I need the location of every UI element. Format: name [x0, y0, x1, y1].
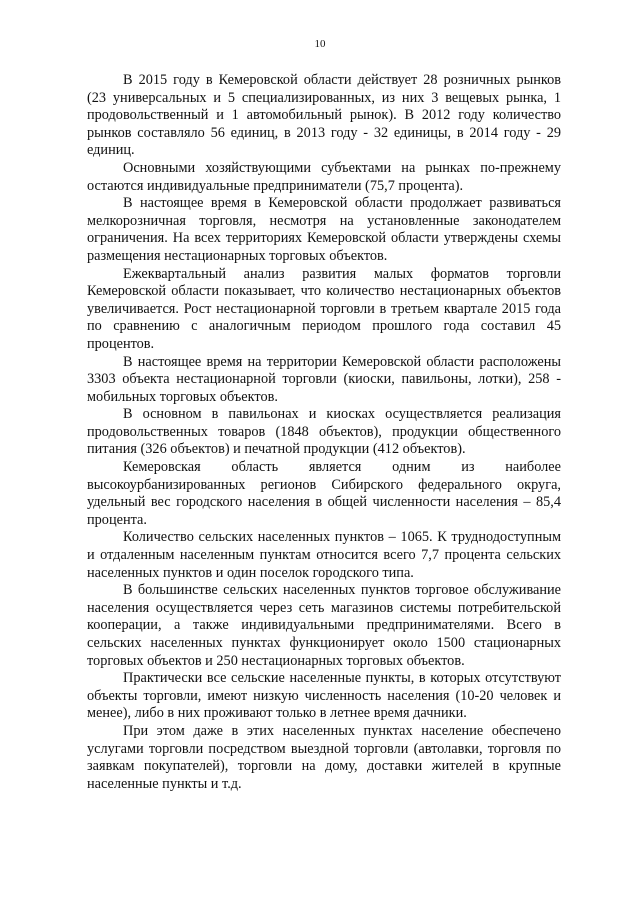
- paragraph-pavilions-kiosks: В основном в павильонах и киосках осуществляется реализация продовольственных товаров (1848 объектов), продукции общественного питания (326 объектов) и печатной продукции (412 объектов).: [87, 406, 561, 458]
- paragraph-quarterly-analysis: Ежеквартальный анализ развития малых форматов торговли Кемеровской области показывает, что количество нестационарных объектов увеличивается. Рост нестационарной торговли в третьем квартале 2015 года по сравнению с аналогичным периодом прошлого года составил 45 процентов.: [87, 265, 561, 352]
- page-number: 10: [314, 38, 326, 50]
- paragraph-nonstationary-count: В настоящее время на территории Кемеровской области расположены 3303 объекта нестационарной торговли (киоски, павильоны, лотки), 258 - мобильных торговых объектов.: [87, 353, 561, 405]
- paragraph-markets: В 2015 году в Кемеровской области действует 28 розничных рынков (23 универсальных и 5 специализированных, из них 3 вещевых рынка, 1 продовольственный и 1 автомобильный рынок). В 2012 году количество рынков составляло 56 единиц, в 2013 году - 32 единицы, в 2014 году - 29 единиц.: [87, 72, 561, 159]
- paragraph-no-trade-objects: Практически все сельские населенные пункты, в которых отсутствуют объекты торговли, имеют низкую численность населения (10-20 человек и менее), либо в них проживают только в летнее время дачники.: [87, 670, 561, 722]
- paragraph-rural-settlements: Количество сельских населенных пунктов – 1065. К труднодоступным и отдаленным населенным пунктам относится всего 7,7 процента сельских населенных пунктов и один поселок городского типа.: [87, 529, 561, 581]
- paragraph-small-retail: В настоящее время в Кемеровской области продолжает развиваться мелкорозничная торговля, несмотря на установленные законодателем ограничения. На всех территориях Кемеровской области утверждены схемы размещения нестационарных торговых объектов.: [87, 195, 561, 264]
- document-body: [87, 72, 561, 793]
- paragraph-rural-trade: В большинстве сельских населенных пунктов торговое обслуживание населения осуществляется через сеть магазинов системы потребительской кооперации, а также индивидуальными предпринимателями. Всего в сельских населенных пунктах функционирует около 1500 стационарных торговых объектов и 250 нестационарных торговых объектов.: [87, 582, 561, 669]
- paragraph-urbanization: Кемеровская область является одним из наиболее высокоурбанизированных регионов Сибирского федерального округа, удельный вес городского населения в общей численности населения – 85,4 процента.: [87, 459, 561, 528]
- paragraph-entrepreneurs: Основными хозяйствующими субъектами на рынках по-прежнему остаются индивидуальные предприниматели (75,7 процента).: [87, 159, 561, 194]
- paragraph-mobile-trade: При этом даже в этих населенных пунктах население обеспечено услугами торговли посредством выездной торговли (автолавки, торговля по заявкам покупателей), торговли на дому, доставки жителей в крупные населенные пункты и т.д.: [87, 722, 561, 792]
